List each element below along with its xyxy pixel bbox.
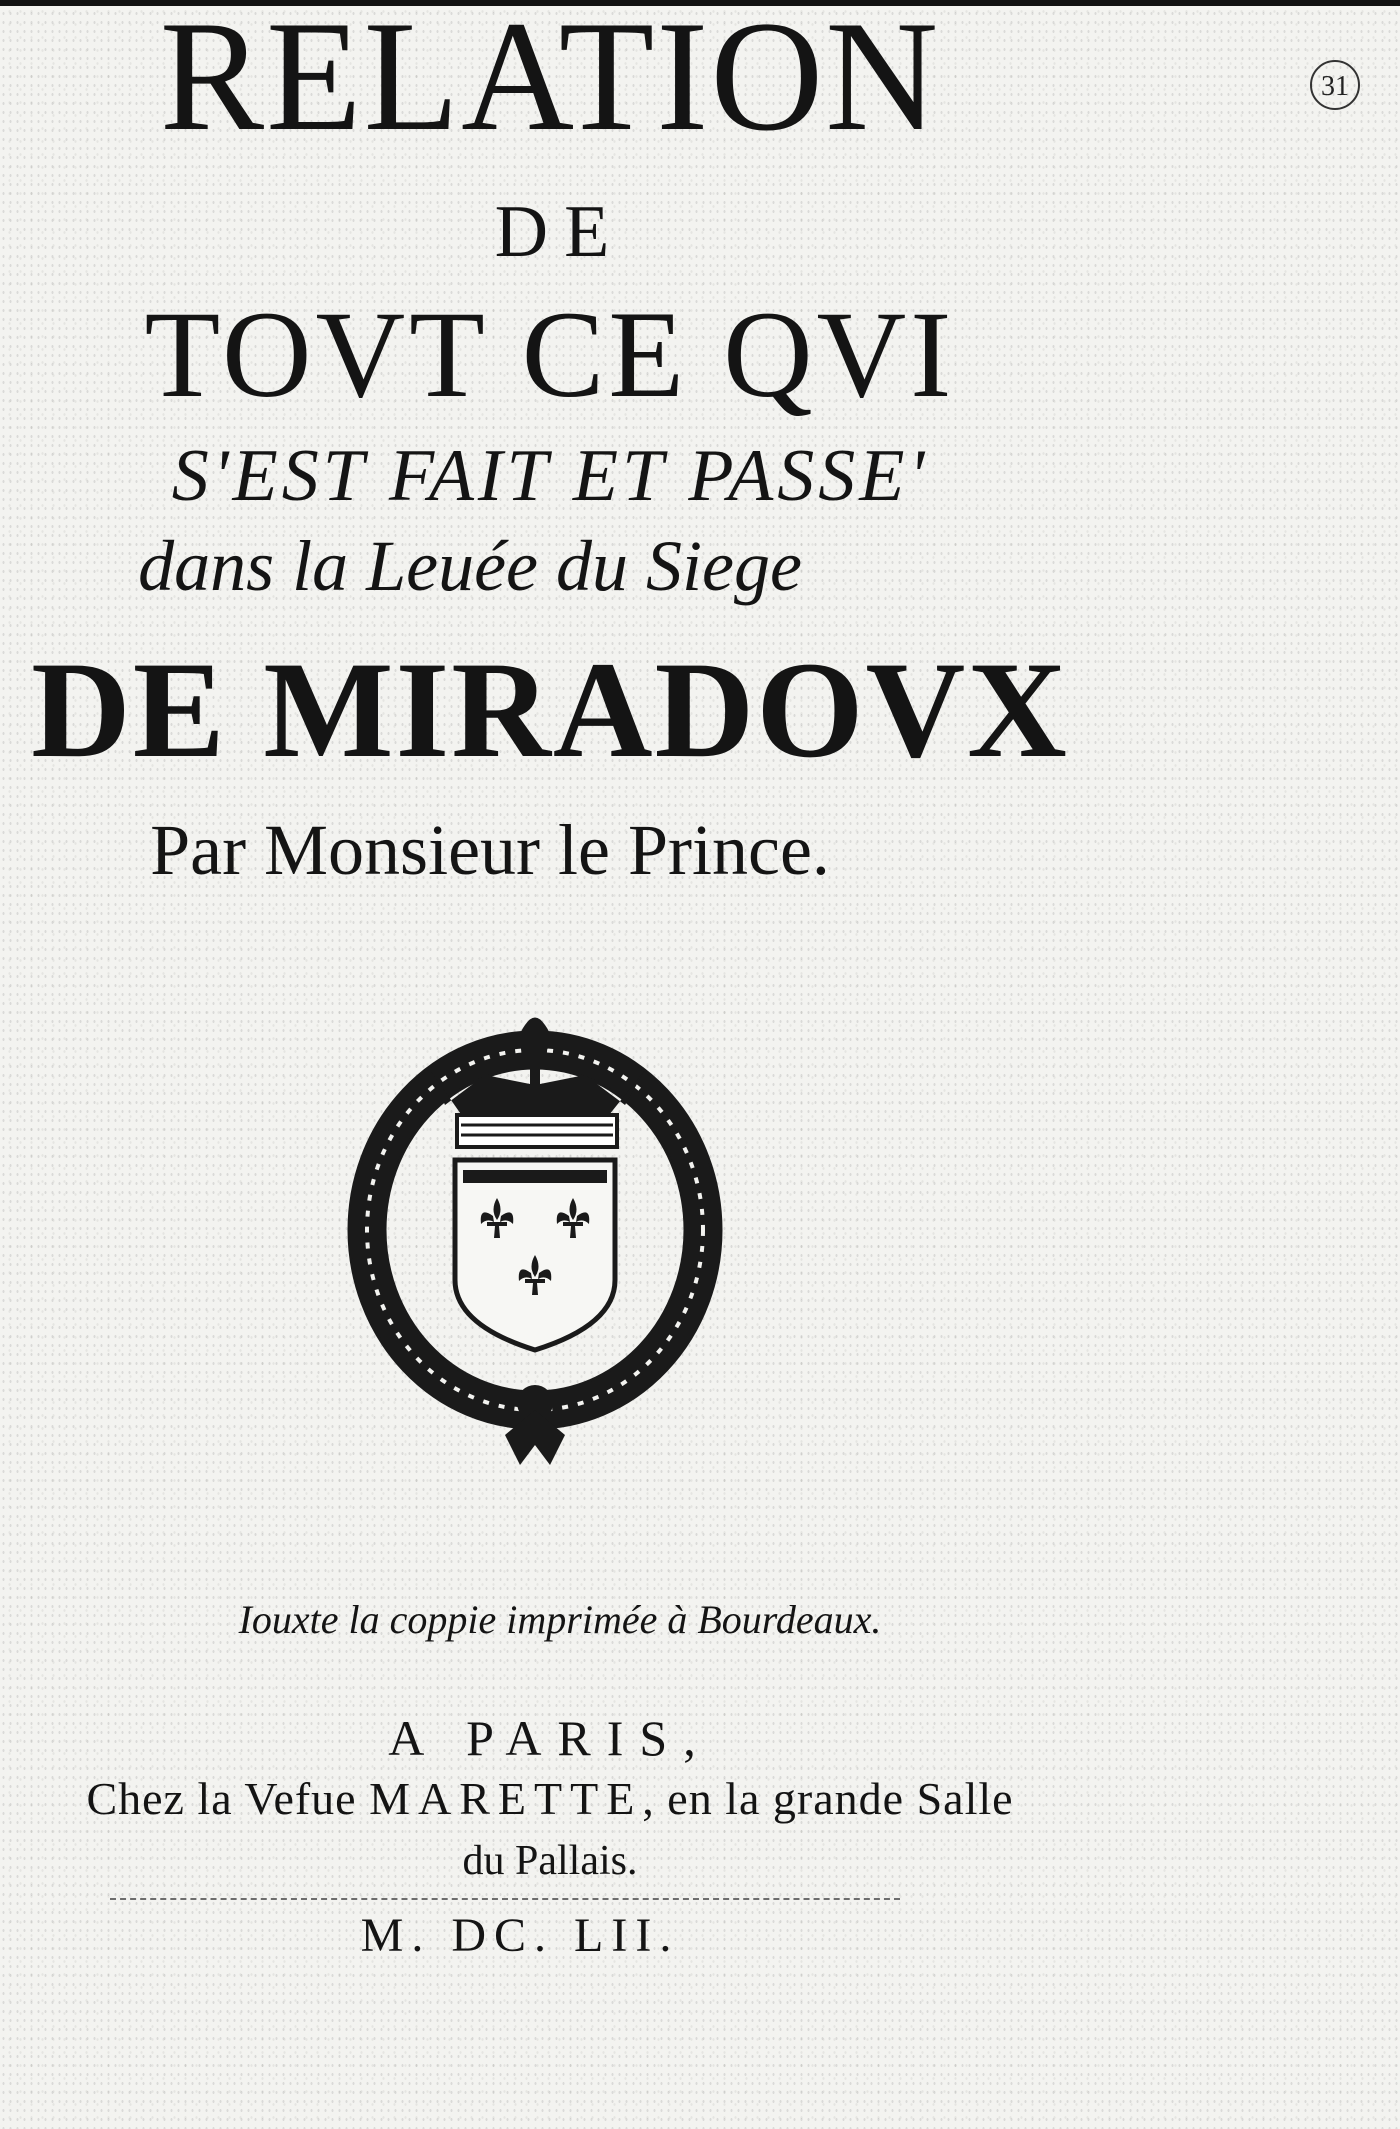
archive-stamp [1305,55,1365,115]
title-par-monsieur: Par Monsieur le Prince. [150,810,830,890]
publisher-name: MARETTE [369,1773,643,1824]
title-de: DE [494,191,626,273]
publisher-location: du Pallais. [462,1838,638,1884]
royal-coat-of-arms-emblem [345,1015,725,1485]
archive-number: 31 [1321,71,1349,102]
title-dans-la-leuee: dans la Leuée du Siege [138,526,802,606]
separator-rule [110,1898,900,1900]
title-sest-fait: S'EST FAIT ET PASSE' [171,435,929,517]
title-relation: RELATION [159,0,941,164]
publisher-suffix: , en la grande Salle [642,1773,1014,1824]
publication-city: A PARIS, [388,1710,712,1766]
publisher-prefix: Chez la Vefue [86,1773,370,1824]
publisher-line [0,1772,1100,1826]
publication-year: M. DC. LII. [360,1909,680,1962]
imprint-note: Iouxte la coppie imprimée à Bourdeaux. [238,1597,882,1642]
title-tout-ce-qui: TOVT CE QVI [144,286,956,423]
title-miradoux: DE MIRADOVX [31,633,1069,786]
